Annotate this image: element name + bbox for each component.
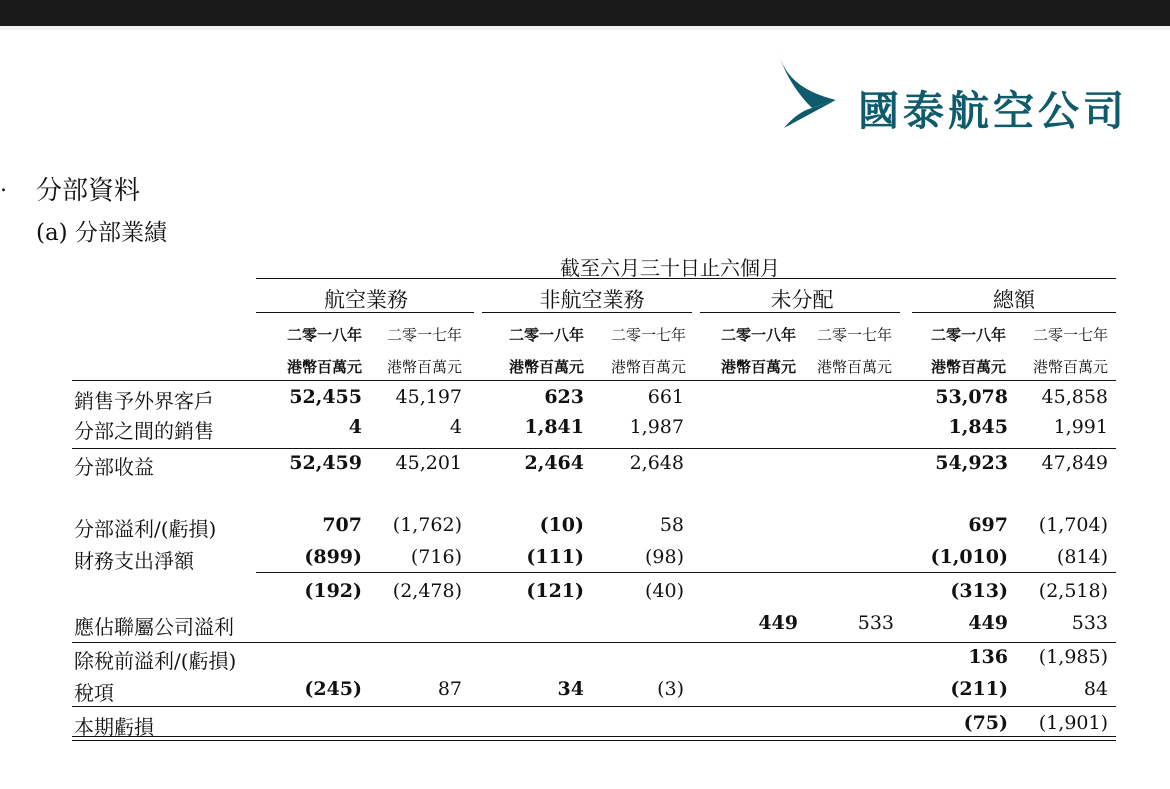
group-rule-unallocated (700, 312, 900, 313)
table-cell: 53,078 (935, 386, 1008, 408)
subtotal-rule (72, 642, 1116, 643)
unit-header: 港幣百萬元 (286, 358, 362, 376)
row-label: 銷售予外界客戶 (74, 389, 214, 413)
table-cell: 1,987 (629, 416, 684, 438)
table-cell: 4 (449, 416, 462, 438)
table-cell: 2,648 (629, 452, 684, 474)
year-header: 二零一八年 (508, 326, 584, 344)
table-cell: (899) (304, 546, 362, 568)
table-cell: 54,923 (935, 452, 1008, 474)
table-cell: (1,985) (1038, 646, 1108, 668)
table-cell: 449 (758, 612, 798, 634)
table-cell: (1,010) (930, 546, 1008, 568)
table-cell: (75) (963, 712, 1008, 734)
table-cell: (1,762) (392, 514, 462, 536)
year-header: 二零一七年 (386, 326, 462, 344)
row-label: 財務支出淨額 (74, 549, 194, 573)
year-header: 二零一七年 (1032, 326, 1108, 344)
group-heading-non-airline: 非航空業務 (539, 288, 645, 312)
table-bottom-double-rule (72, 736, 1116, 741)
table-cell: (716) (410, 546, 462, 568)
table-cell: 45,197 (395, 386, 462, 408)
group-rule-non-airline (482, 312, 692, 313)
table-cell: (121) (526, 580, 584, 602)
table-cell: 47,849 (1041, 452, 1108, 474)
group-rule-total (912, 312, 1116, 313)
period-heading: 截至六月三十日止六個月 (560, 256, 780, 280)
table-cell: (192) (304, 580, 362, 602)
table-cell: 1,841 (524, 416, 584, 438)
table-cell: 84 (1083, 678, 1108, 700)
table-cell: 623 (544, 386, 584, 408)
year-header: 二零一七年 (816, 326, 892, 344)
table-cell: 661 (647, 386, 684, 408)
table-cell: 52,455 (289, 386, 362, 408)
table-cell: 1,991 (1053, 416, 1108, 438)
unit-header: 港幣百萬元 (1032, 358, 1108, 376)
table-cell: 87 (437, 678, 462, 700)
group-heading-airline: 航空業務 (324, 288, 408, 312)
unit-header: 港幣百萬元 (930, 358, 1006, 376)
table-cell: 34 (557, 678, 584, 700)
row-label: 分部收益 (74, 455, 154, 479)
row-label: 分部之間的銷售 (74, 419, 214, 443)
table-cell: (98) (644, 546, 684, 568)
table-cell: 52,459 (289, 452, 362, 474)
row-label: 應佔聯屬公司溢利 (74, 615, 234, 639)
table-cell: (313) (950, 580, 1008, 602)
table-cell: (1,704) (1038, 514, 1108, 536)
year-header: 二零一八年 (930, 326, 1006, 344)
group-heading-total: 總額 (993, 288, 1035, 312)
table-cell: 45,201 (395, 452, 462, 474)
subtotal-rule (72, 448, 1116, 449)
subtotal-rule (72, 706, 1116, 707)
row-label: 除稅前溢利/(虧損) (74, 649, 237, 673)
year-header: 二零一七年 (610, 326, 686, 344)
table-cell: 2,464 (524, 452, 584, 474)
table-cell: 45,858 (1041, 386, 1108, 408)
table-cell: 533 (1071, 612, 1108, 634)
top-dark-bar (0, 0, 1170, 26)
unit-header: 港幣百萬元 (386, 358, 462, 376)
table-cell: (2,518) (1038, 580, 1108, 602)
table-cell: 707 (322, 514, 362, 536)
table-cell: 697 (968, 514, 1008, 536)
top-divider (0, 26, 1170, 30)
table-cell: (245) (304, 678, 362, 700)
unit-header: 港幣百萬元 (610, 358, 686, 376)
group-rule-airline (256, 312, 474, 313)
table-top-rule (72, 380, 1116, 381)
table-cell: 1,845 (948, 416, 1008, 438)
year-header: 二零一八年 (720, 326, 796, 344)
table-cell: (211) (950, 678, 1008, 700)
unit-header: 港幣百萬元 (508, 358, 584, 376)
table-cell: 136 (968, 646, 1008, 668)
table-cell: (1,901) (1038, 712, 1108, 734)
table-cell: (10) (539, 514, 584, 536)
table-cell: (40) (644, 580, 684, 602)
company-logo (770, 50, 1165, 135)
table-cell: 533 (857, 612, 894, 634)
section-title: 分部資料 (36, 176, 141, 206)
section-subtitle: (a) 分部業績 (36, 220, 167, 246)
unit-header: 港幣百萬元 (816, 358, 892, 376)
table-cell: (814) (1056, 546, 1108, 568)
unit-header: 港幣百萬元 (720, 358, 796, 376)
row-label: 本期虧損 (74, 715, 154, 739)
table-cell: (3) (657, 678, 684, 700)
table-cell: 449 (968, 612, 1008, 634)
table-cell: 4 (348, 416, 362, 438)
section-bullet: . (0, 172, 7, 197)
table-cell: (111) (526, 546, 584, 568)
table-cell: (2,478) (392, 580, 462, 602)
row-label: 分部溢利/(虧損) (74, 517, 217, 541)
year-header: 二零一八年 (286, 326, 362, 344)
group-heading-unallocated: 未分配 (770, 288, 834, 312)
row-label: 稅項 (74, 681, 114, 705)
subtotal-rule (256, 572, 1116, 573)
logo-text: 國泰航空公司 (858, 87, 1128, 135)
brushwing-icon (770, 50, 850, 135)
header-rule (256, 278, 1116, 279)
table-cell: 58 (659, 514, 684, 536)
